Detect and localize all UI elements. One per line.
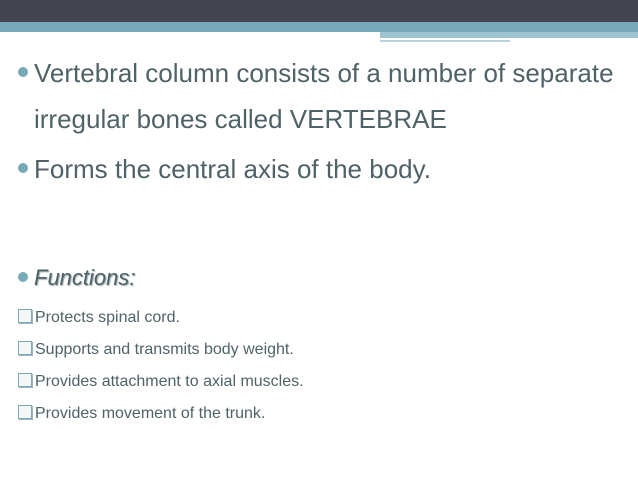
bullet-2 [18, 154, 431, 184]
function-item-text: Protects spinal cord. [35, 309, 180, 326]
bullet-dot-icon [18, 163, 28, 173]
bullet-dot-icon [18, 67, 28, 77]
function-item-text: Provides movement of the trunk. [35, 405, 266, 422]
checkbox-bullet-icon [18, 405, 32, 419]
bullet-1 [18, 58, 614, 88]
function-item-text: Provides attachment to axial muscles. [35, 373, 304, 390]
bullet-1-line-1: Vertebral column consists of a number of separate [34, 58, 614, 88]
function-item [18, 340, 294, 360]
checkbox-bullet-icon [18, 341, 32, 355]
header-band-teal [0, 22, 638, 32]
bullet-1-line-2: irregular bones called VERTEBRAE [34, 104, 447, 134]
function-item-text: Supports and transmits body weight. [35, 341, 294, 358]
header-band-dark [0, 0, 638, 22]
functions-heading-text: Functions: [34, 265, 136, 290]
header-band-light [380, 32, 638, 38]
bullet-dot-icon [18, 272, 28, 282]
bullet-1-continuation [34, 104, 447, 134]
bullet-2-line-1: Forms the central axis of the body. [34, 154, 431, 184]
function-item [18, 372, 304, 392]
function-item [18, 308, 180, 328]
functions-heading [18, 265, 136, 291]
checkbox-bullet-icon [18, 373, 32, 387]
function-item [18, 404, 265, 424]
checkbox-bullet-icon [18, 309, 32, 323]
header-divider-line [380, 40, 510, 42]
